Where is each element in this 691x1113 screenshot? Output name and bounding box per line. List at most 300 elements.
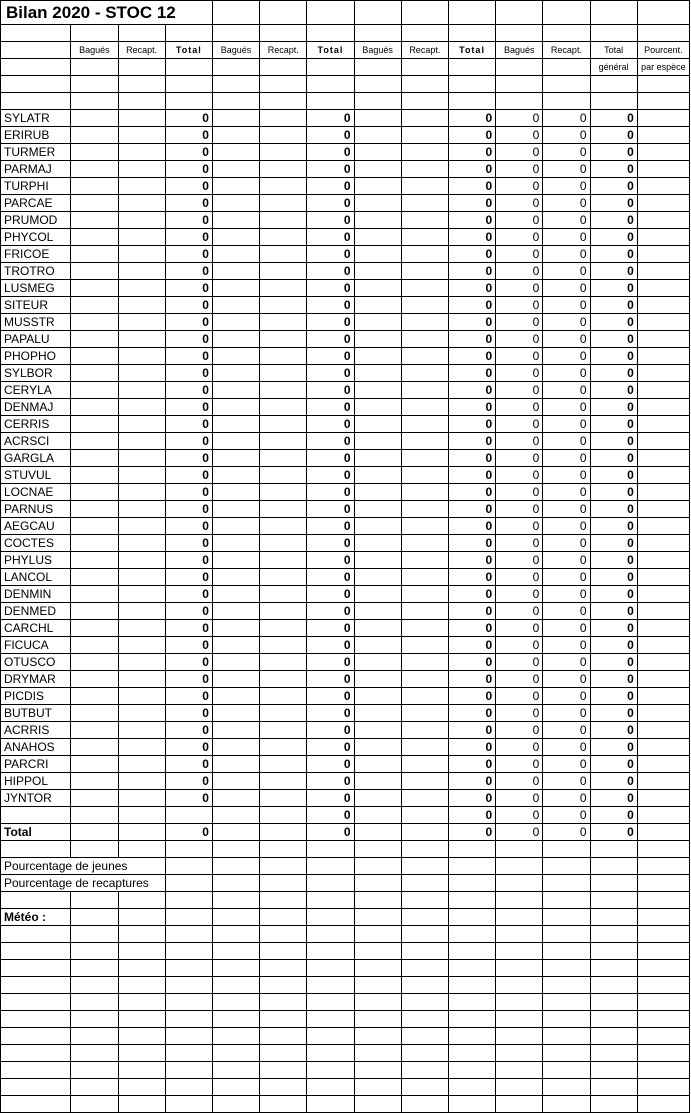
empty-cell[interactable] (637, 1062, 689, 1079)
empty-cell[interactable] (354, 620, 401, 637)
total-3[interactable]: 0 (448, 127, 495, 144)
empty-cell[interactable] (118, 484, 165, 501)
total-general[interactable]: 0 (590, 773, 637, 790)
empty-cell[interactable] (401, 161, 448, 178)
empty-cell[interactable] (637, 892, 689, 909)
empty-cell[interactable] (354, 994, 401, 1011)
empty-cell[interactable] (260, 926, 307, 943)
bagues-value[interactable]: 0 (496, 688, 543, 705)
empty-cell[interactable] (590, 960, 637, 977)
empty-cell[interactable] (637, 960, 689, 977)
empty-cell[interactable] (496, 977, 543, 994)
empty-cell[interactable] (401, 586, 448, 603)
empty-cell[interactable] (71, 943, 118, 960)
empty-cell[interactable] (354, 688, 401, 705)
empty-cell[interactable] (71, 161, 118, 178)
species-code[interactable]: SYLATR (1, 110, 71, 127)
bagues-value[interactable]: 0 (496, 365, 543, 382)
empty-cell[interactable] (71, 501, 118, 518)
empty-cell[interactable] (71, 399, 118, 416)
empty-cell[interactable] (637, 501, 689, 518)
recapt-value[interactable]: 0 (543, 484, 590, 501)
empty-cell[interactable] (260, 93, 307, 110)
total-2[interactable]: 0 (307, 433, 354, 450)
species-code[interactable]: PARMAJ (1, 161, 71, 178)
empty-cell[interactable] (307, 909, 354, 926)
empty-cell[interactable] (118, 297, 165, 314)
empty-cell[interactable] (1, 1028, 71, 1045)
empty-cell[interactable] (307, 1045, 354, 1062)
recapt-value[interactable]: 0 (543, 450, 590, 467)
empty-cell[interactable] (118, 382, 165, 399)
total-general[interactable]: 0 (590, 603, 637, 620)
recapt-value[interactable]: 0 (543, 127, 590, 144)
empty-cell[interactable] (401, 229, 448, 246)
bagues-value[interactable]: 0 (496, 807, 543, 824)
empty-cell[interactable] (165, 1011, 212, 1028)
empty-cell[interactable] (118, 93, 165, 110)
empty-cell[interactable] (71, 229, 118, 246)
bagues-value[interactable]: 0 (496, 467, 543, 484)
empty-cell[interactable] (401, 195, 448, 212)
total-2[interactable]: 0 (307, 263, 354, 280)
empty-cell[interactable] (71, 705, 118, 722)
empty-cell[interactable] (212, 722, 259, 739)
empty-cell[interactable] (307, 1096, 354, 1113)
total-3[interactable]: 0 (448, 348, 495, 365)
empty-cell[interactable] (401, 59, 448, 76)
empty-cell[interactable] (354, 892, 401, 909)
bagues-value[interactable]: 0 (496, 756, 543, 773)
empty-cell[interactable] (212, 416, 259, 433)
empty-cell[interactable] (496, 841, 543, 858)
empty-cell[interactable] (212, 348, 259, 365)
empty-cell[interactable] (71, 1011, 118, 1028)
empty-cell[interactable] (118, 569, 165, 586)
total-2[interactable]: 0 (307, 518, 354, 535)
empty-cell[interactable] (71, 297, 118, 314)
total-2[interactable]: 0 (307, 535, 354, 552)
empty-cell[interactable] (118, 977, 165, 994)
empty-cell[interactable] (71, 994, 118, 1011)
empty-cell[interactable] (637, 161, 689, 178)
recapt-value[interactable]: 0 (543, 722, 590, 739)
empty-cell[interactable] (637, 926, 689, 943)
empty-cell[interactable] (118, 926, 165, 943)
empty-cell[interactable] (496, 1096, 543, 1113)
empty-cell[interactable] (637, 807, 689, 824)
empty-cell[interactable] (354, 756, 401, 773)
bagues-value[interactable]: 0 (496, 144, 543, 161)
total-general[interactable]: 0 (590, 739, 637, 756)
empty-cell[interactable] (401, 552, 448, 569)
empty-cell[interactable] (118, 654, 165, 671)
empty-cell[interactable] (260, 535, 307, 552)
empty-cell[interactable] (118, 433, 165, 450)
recapt-value[interactable]: 0 (543, 790, 590, 807)
empty-cell[interactable] (401, 450, 448, 467)
total-1[interactable]: 0 (165, 467, 212, 484)
total-3[interactable]: 0 (448, 416, 495, 433)
total-3[interactable]: 0 (448, 144, 495, 161)
empty-cell[interactable] (637, 178, 689, 195)
header-recapt[interactable]: Recapt. (118, 42, 165, 59)
empty-cell[interactable] (71, 654, 118, 671)
empty-cell[interactable] (165, 1045, 212, 1062)
species-code[interactable]: PHOPHO (1, 348, 71, 365)
total-2[interactable]: 0 (307, 348, 354, 365)
pct-jeunes-label[interactable]: Pourcentage de jeunes (1, 858, 166, 875)
empty-cell[interactable] (401, 1045, 448, 1062)
species-code[interactable]: PARCAE (1, 195, 71, 212)
empty-cell[interactable] (590, 1045, 637, 1062)
empty-cell[interactable] (260, 416, 307, 433)
empty-cell[interactable] (212, 858, 259, 875)
total-3[interactable]: 0 (448, 365, 495, 382)
empty-cell[interactable] (260, 739, 307, 756)
empty-cell[interactable] (401, 1, 448, 25)
empty-cell[interactable] (307, 76, 354, 93)
empty-cell[interactable] (401, 280, 448, 297)
empty-cell[interactable] (212, 552, 259, 569)
empty-cell[interactable] (165, 93, 212, 110)
total-3[interactable]: 0 (448, 637, 495, 654)
empty-cell[interactable] (448, 1028, 495, 1045)
empty-cell[interactable] (71, 1062, 118, 1079)
total-general[interactable]: 0 (590, 263, 637, 280)
empty-cell[interactable] (401, 1062, 448, 1079)
empty-cell[interactable] (71, 824, 118, 841)
bagues-value[interactable]: 0 (496, 178, 543, 195)
empty-cell[interactable] (212, 569, 259, 586)
species-code[interactable]: JYNTOR (1, 790, 71, 807)
empty-cell[interactable] (71, 1096, 118, 1113)
empty-cell[interactable] (401, 569, 448, 586)
empty-cell[interactable] (448, 892, 495, 909)
empty-cell[interactable] (448, 25, 495, 42)
empty-cell[interactable] (165, 76, 212, 93)
total-2[interactable]: 0 (307, 127, 354, 144)
total-2[interactable]: 0 (307, 229, 354, 246)
total-1[interactable]: 0 (165, 212, 212, 229)
empty-cell[interactable] (165, 858, 212, 875)
total-3[interactable]: 0 (448, 263, 495, 280)
empty-cell[interactable] (354, 1045, 401, 1062)
total-2[interactable]: 0 (307, 756, 354, 773)
total-1[interactable]: 0 (165, 501, 212, 518)
species-code[interactable]: PHYCOL (1, 229, 71, 246)
total-3[interactable]: 0 (448, 569, 495, 586)
empty-cell[interactable] (1, 93, 71, 110)
empty-cell[interactable] (260, 637, 307, 654)
empty-cell[interactable] (448, 1096, 495, 1113)
bagues-value[interactable]: 0 (496, 416, 543, 433)
empty-cell[interactable] (401, 858, 448, 875)
total-general[interactable]: 0 (590, 569, 637, 586)
total-2[interactable]: 0 (307, 399, 354, 416)
empty-cell[interactable] (354, 433, 401, 450)
empty-cell[interactable] (118, 144, 165, 161)
species-code[interactable]: FRICOE (1, 246, 71, 263)
empty-cell[interactable] (637, 484, 689, 501)
bagues-value[interactable]: 0 (496, 535, 543, 552)
total-2[interactable]: 0 (307, 144, 354, 161)
empty-cell[interactable] (260, 569, 307, 586)
total-1[interactable]: 0 (165, 637, 212, 654)
empty-cell[interactable] (260, 892, 307, 909)
empty-cell[interactable] (637, 25, 689, 42)
empty-cell[interactable] (637, 671, 689, 688)
empty-cell[interactable] (637, 76, 689, 93)
empty-cell[interactable] (212, 790, 259, 807)
empty-cell[interactable] (118, 314, 165, 331)
empty-cell[interactable] (543, 943, 590, 960)
total-3[interactable]: 0 (448, 161, 495, 178)
empty-cell[interactable] (307, 960, 354, 977)
empty-cell[interactable] (260, 909, 307, 926)
empty-cell[interactable] (1, 25, 71, 42)
empty-cell[interactable] (212, 1, 259, 25)
empty-cell[interactable] (354, 569, 401, 586)
empty-cell[interactable] (260, 654, 307, 671)
empty-cell[interactable] (1, 76, 71, 93)
empty-cell[interactable] (543, 59, 590, 76)
empty-cell[interactable] (590, 1062, 637, 1079)
empty-cell[interactable] (212, 246, 259, 263)
total-1[interactable]: 0 (165, 433, 212, 450)
total-1[interactable]: 0 (165, 416, 212, 433)
total-1[interactable]: 0 (165, 569, 212, 586)
empty-cell[interactable] (354, 280, 401, 297)
bagues-value[interactable]: 0 (496, 790, 543, 807)
empty-cell[interactable] (590, 1, 637, 25)
empty-cell[interactable] (496, 1, 543, 25)
bagues-value[interactable]: 0 (496, 654, 543, 671)
species-code[interactable]: FICUCA (1, 637, 71, 654)
empty-cell[interactable] (354, 722, 401, 739)
header-bagues[interactable]: Bagués (496, 42, 543, 59)
empty-cell[interactable] (401, 926, 448, 943)
recapt-value[interactable]: 0 (543, 263, 590, 280)
empty-cell[interactable] (543, 909, 590, 926)
total-3[interactable]: 0 (448, 603, 495, 620)
empty-cell[interactable] (165, 1096, 212, 1113)
empty-cell[interactable] (260, 960, 307, 977)
bagues-value[interactable]: 0 (496, 705, 543, 722)
empty-cell[interactable] (118, 620, 165, 637)
empty-cell[interactable] (118, 960, 165, 977)
total-1[interactable]: 0 (165, 824, 212, 841)
empty-cell[interactable] (260, 756, 307, 773)
total-3[interactable]: 0 (448, 212, 495, 229)
species-code[interactable]: PICDIS (1, 688, 71, 705)
empty-cell[interactable] (590, 943, 637, 960)
total-2[interactable]: 0 (307, 467, 354, 484)
empty-cell[interactable] (260, 348, 307, 365)
empty-cell[interactable] (354, 144, 401, 161)
empty-cell[interactable] (118, 518, 165, 535)
species-code[interactable]: CARCHL (1, 620, 71, 637)
empty-cell[interactable] (212, 892, 259, 909)
recapt-value[interactable]: 0 (543, 671, 590, 688)
empty-cell[interactable] (637, 280, 689, 297)
empty-cell[interactable] (1, 59, 71, 76)
empty-cell[interactable] (1, 977, 71, 994)
total-3[interactable]: 0 (448, 484, 495, 501)
empty-cell[interactable] (165, 977, 212, 994)
recapt-value[interactable]: 0 (543, 467, 590, 484)
total-2[interactable]: 0 (307, 501, 354, 518)
empty-cell[interactable] (354, 841, 401, 858)
total-2[interactable]: 0 (307, 569, 354, 586)
recapt-value[interactable]: 0 (543, 603, 590, 620)
empty-cell[interactable] (637, 824, 689, 841)
empty-cell[interactable] (118, 178, 165, 195)
total-3[interactable]: 0 (448, 586, 495, 603)
recapt-value[interactable]: 0 (543, 773, 590, 790)
empty-cell[interactable] (637, 127, 689, 144)
empty-cell[interactable] (212, 144, 259, 161)
bagues-value[interactable]: 0 (496, 127, 543, 144)
empty-cell[interactable] (212, 280, 259, 297)
empty-cell[interactable] (401, 841, 448, 858)
empty-cell[interactable] (118, 739, 165, 756)
empty-cell[interactable] (354, 875, 401, 892)
empty-cell[interactable] (165, 875, 212, 892)
empty-cell[interactable] (637, 399, 689, 416)
empty-cell[interactable] (71, 620, 118, 637)
empty-cell[interactable] (1, 841, 71, 858)
recapt-value[interactable]: 0 (543, 586, 590, 603)
empty-cell[interactable] (212, 25, 259, 42)
empty-cell[interactable] (401, 127, 448, 144)
total-general[interactable]: 0 (590, 433, 637, 450)
total-3[interactable]: 0 (448, 654, 495, 671)
empty-cell[interactable] (354, 365, 401, 382)
empty-cell[interactable] (118, 824, 165, 841)
empty-cell[interactable] (260, 994, 307, 1011)
header-bagues[interactable]: Bagués (212, 42, 259, 59)
empty-cell[interactable] (71, 637, 118, 654)
empty-cell[interactable] (212, 161, 259, 178)
recapt-value[interactable]: 0 (543, 365, 590, 382)
empty-cell[interactable] (401, 756, 448, 773)
empty-cell[interactable] (212, 654, 259, 671)
total-2[interactable]: 0 (307, 195, 354, 212)
total-general[interactable]: 0 (590, 518, 637, 535)
species-code[interactable]: HIPPOL (1, 773, 71, 790)
empty-cell[interactable] (401, 535, 448, 552)
empty-cell[interactable] (543, 960, 590, 977)
total-2[interactable]: 0 (307, 161, 354, 178)
empty-cell[interactable] (354, 1096, 401, 1113)
empty-cell[interactable] (118, 1096, 165, 1113)
recapt-value[interactable]: 0 (543, 756, 590, 773)
empty-cell[interactable] (118, 994, 165, 1011)
recapt-value[interactable]: 0 (543, 246, 590, 263)
empty-cell[interactable] (1, 994, 71, 1011)
empty-cell[interactable] (260, 297, 307, 314)
empty-cell[interactable] (165, 59, 212, 76)
empty-cell[interactable] (165, 841, 212, 858)
empty-cell[interactable] (260, 807, 307, 824)
total-2[interactable]: 0 (307, 739, 354, 756)
bagues-value[interactable]: 0 (496, 620, 543, 637)
empty-cell[interactable] (118, 688, 165, 705)
total-general[interactable]: 0 (590, 229, 637, 246)
total-general[interactable]: 0 (590, 722, 637, 739)
empty-cell[interactable] (212, 178, 259, 195)
total-1[interactable]: 0 (165, 229, 212, 246)
empty-cell[interactable] (71, 365, 118, 382)
total-3[interactable]: 0 (448, 331, 495, 348)
empty-cell[interactable] (1, 943, 71, 960)
species-code[interactable]: LOCNAE (1, 484, 71, 501)
empty-cell[interactable] (496, 943, 543, 960)
species-code[interactable]: STUVUL (1, 467, 71, 484)
recapt-value[interactable]: 0 (543, 195, 590, 212)
total-1[interactable]: 0 (165, 688, 212, 705)
empty-cell[interactable] (354, 348, 401, 365)
bagues-value[interactable]: 0 (496, 195, 543, 212)
empty-cell[interactable] (71, 1028, 118, 1045)
empty-cell[interactable] (354, 212, 401, 229)
total-1[interactable]: 0 (165, 654, 212, 671)
empty-cell[interactable] (543, 926, 590, 943)
total-general[interactable]: 0 (590, 705, 637, 722)
recapt-value[interactable]: 0 (543, 705, 590, 722)
empty-cell[interactable] (401, 671, 448, 688)
empty-cell[interactable] (212, 603, 259, 620)
empty-cell[interactable] (118, 263, 165, 280)
empty-cell[interactable] (71, 841, 118, 858)
empty-cell[interactable] (212, 365, 259, 382)
total-2[interactable]: 0 (307, 382, 354, 399)
empty-cell[interactable] (637, 246, 689, 263)
recapt-value[interactable]: 0 (543, 416, 590, 433)
empty-cell[interactable] (637, 1, 689, 25)
empty-cell[interactable] (448, 926, 495, 943)
empty-cell[interactable] (71, 246, 118, 263)
empty-cell[interactable] (354, 110, 401, 127)
empty-cell[interactable] (71, 807, 118, 824)
empty-cell[interactable] (212, 1045, 259, 1062)
empty-cell[interactable] (637, 518, 689, 535)
total-2[interactable]: 0 (307, 671, 354, 688)
total-3[interactable]: 0 (448, 739, 495, 756)
empty-cell[interactable] (354, 739, 401, 756)
empty-cell[interactable] (401, 790, 448, 807)
empty-cell[interactable] (165, 960, 212, 977)
empty-cell[interactable] (71, 569, 118, 586)
total-3[interactable]: 0 (448, 535, 495, 552)
total-general[interactable]: 0 (590, 127, 637, 144)
empty-cell[interactable] (260, 1028, 307, 1045)
bagues-value[interactable]: 0 (496, 722, 543, 739)
empty-cell[interactable] (354, 1062, 401, 1079)
total-2[interactable]: 0 (307, 688, 354, 705)
total-general[interactable]: 0 (590, 331, 637, 348)
total-3[interactable]: 0 (448, 518, 495, 535)
empty-cell[interactable] (118, 892, 165, 909)
empty-cell[interactable] (118, 246, 165, 263)
empty-cell[interactable] (637, 1045, 689, 1062)
species-code[interactable]: DENMED (1, 603, 71, 620)
total-1[interactable]: 0 (165, 178, 212, 195)
empty-cell[interactable] (212, 1011, 259, 1028)
empty-cell[interactable] (637, 569, 689, 586)
header-recapt[interactable]: Recapt. (401, 42, 448, 59)
